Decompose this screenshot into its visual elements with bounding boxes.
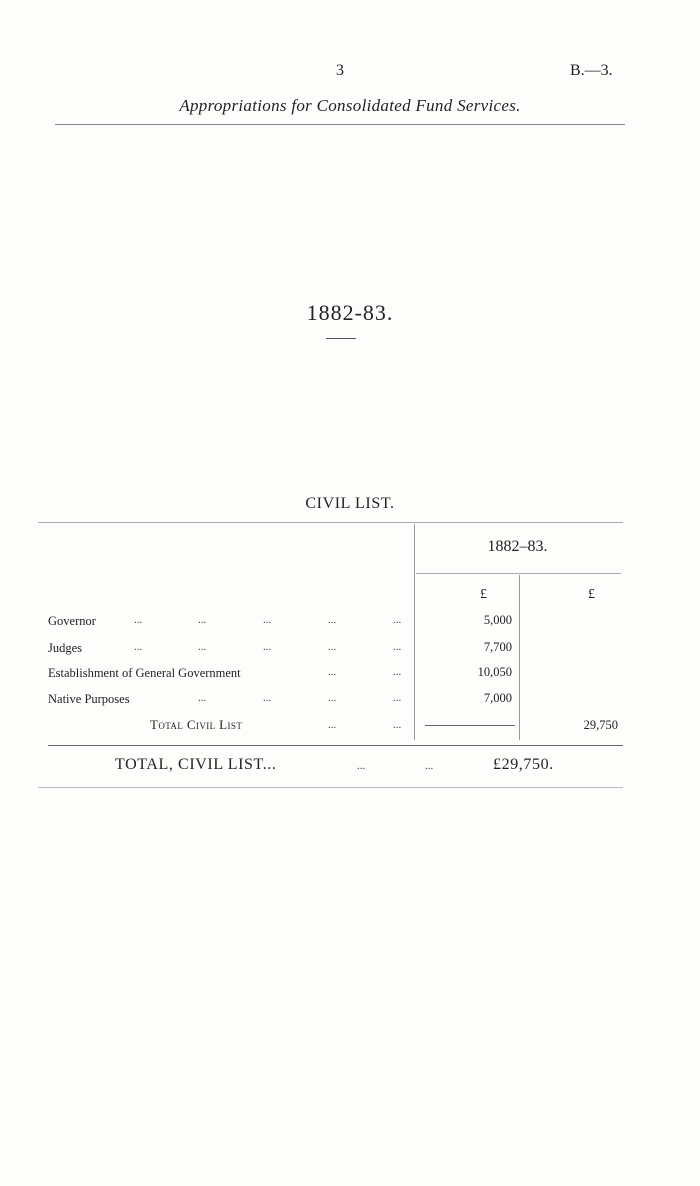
- year-title: 1882-83.: [306, 300, 394, 325]
- leader-dots: ...: [134, 614, 143, 626]
- leader-dots: ...: [328, 719, 337, 731]
- table-bottom-rule: [48, 745, 623, 746]
- table-divider-vertical: [414, 524, 415, 740]
- leader-dots: ...: [393, 692, 402, 704]
- summary-label: TOTAL, CIVIL LIST...: [115, 756, 277, 773]
- leader-dots: ...: [393, 666, 402, 678]
- currency-symbol-col1: £: [480, 587, 487, 602]
- leader-dots: ...: [425, 760, 434, 772]
- leader-dots: ...: [328, 641, 337, 653]
- currency-symbol-col2: £: [588, 587, 595, 602]
- running-title: Appropriations for Consolidated Fund Services.: [179, 96, 521, 115]
- leader-dots: ...: [263, 614, 272, 626]
- document-reference: B.—3.: [570, 62, 613, 79]
- subtotal-rule: [425, 725, 515, 726]
- page-number: 3: [336, 62, 344, 79]
- table-row-amount: 7,700: [483, 640, 512, 654]
- table-top-rule: [38, 522, 623, 523]
- table-row-amount: 7,000: [483, 691, 512, 705]
- table-row-amount: 10,050: [477, 665, 512, 679]
- leader-dots: ...: [198, 641, 207, 653]
- summary-amount: £29,750.: [493, 756, 554, 773]
- leader-dots: ...: [198, 614, 207, 626]
- leader-dots: ...: [198, 692, 207, 704]
- table-row-amount: 5,000: [483, 613, 512, 627]
- leader-dots: ...: [393, 614, 402, 626]
- table-row-label: Establishment of General Government: [48, 666, 241, 680]
- column-header-year: 1882–83.: [487, 538, 548, 555]
- amount-column-divider: [519, 575, 520, 740]
- column-header-rule: [416, 573, 621, 574]
- header-rule: [55, 124, 625, 125]
- year-underline: [326, 338, 356, 339]
- table-row-label: Judges: [48, 641, 83, 655]
- leader-dots: ...: [393, 641, 402, 653]
- leader-dots: ...: [134, 641, 143, 653]
- leader-dots: ...: [263, 692, 272, 704]
- leader-dots: ...: [328, 666, 337, 678]
- leader-dots: ...: [328, 614, 337, 626]
- table-row-label: Governor: [48, 614, 96, 628]
- leader-dots: ...: [328, 692, 337, 704]
- summary-bottom-rule: [38, 787, 623, 788]
- total-row-amount: 29,750: [583, 718, 618, 732]
- total-row-label: Total Civil List: [150, 717, 243, 732]
- section-title: CIVIL LIST.: [305, 495, 395, 512]
- leader-dots: ...: [357, 760, 366, 772]
- leader-dots: ...: [393, 719, 402, 731]
- leader-dots: ...: [263, 641, 272, 653]
- table-row-label: Native Purposes: [48, 692, 130, 706]
